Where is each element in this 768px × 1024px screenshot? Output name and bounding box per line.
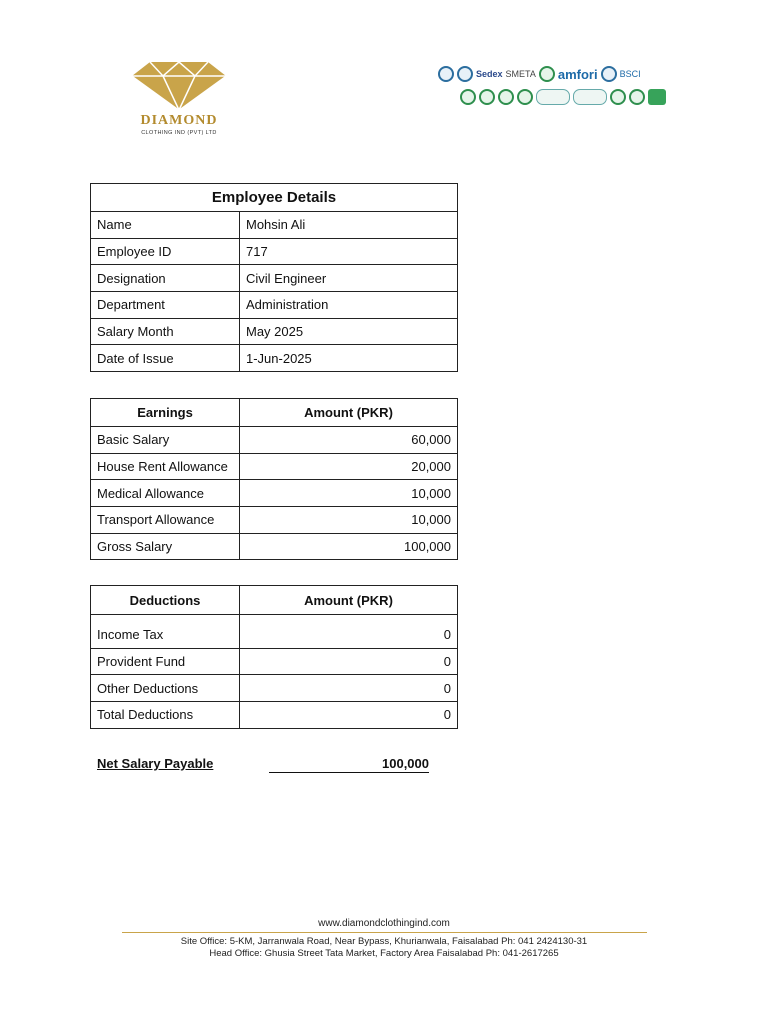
- cert-badge-icon: [539, 66, 555, 82]
- deductions-header: Deductions: [91, 586, 240, 615]
- net-salary-amount: 100,000: [269, 756, 429, 773]
- deduction-label: Other Deductions: [91, 675, 240, 702]
- table-row: [91, 480, 458, 507]
- earnings-table: [90, 398, 458, 560]
- net-salary-label: Net Salary Payable: [97, 756, 214, 771]
- deductions-table: [90, 585, 458, 729]
- bsci-logo: BSCI: [619, 69, 641, 79]
- earning-label: Medical Allowance: [91, 480, 240, 507]
- smeta-logo: SMETA: [505, 69, 536, 79]
- spacer-row: [91, 615, 458, 622]
- website-link[interactable]: www.diamondclothingind.com: [318, 918, 450, 929]
- detail-label: Date of Issue: [91, 345, 240, 372]
- detail-value: 717: [240, 238, 458, 265]
- earning-label: House Rent Allowance: [91, 453, 240, 480]
- table-row: [91, 702, 458, 729]
- detail-value: Administration: [240, 292, 458, 319]
- deduction-label: Provident Fund: [91, 648, 240, 675]
- earning-amount: 100,000: [240, 533, 458, 560]
- table-row: [91, 212, 458, 239]
- earning-label: Transport Allowance: [91, 507, 240, 534]
- bsci-icon: [601, 66, 617, 82]
- diamond-icon: [130, 60, 228, 112]
- table-row: [91, 265, 458, 292]
- table-row: [91, 507, 458, 534]
- cert-badge-icon: [648, 89, 666, 105]
- company-subtitle: CLOTHING IND (PVT) LTD: [141, 130, 217, 136]
- employee-details-title: Employee Details: [91, 184, 458, 212]
- earning-label: Gross Salary: [91, 533, 240, 560]
- cert-badge-icon: [460, 89, 476, 105]
- head-office-address: Head Office: Ghusia Street Tata Market, Factory Area Faisalabad Ph: 041-2617265: [209, 948, 559, 959]
- amount-header: Amount (PKR): [240, 586, 458, 615]
- cert-badge-icon: [438, 66, 454, 82]
- table-row: [91, 533, 458, 560]
- cert-badge-icon: [629, 89, 645, 105]
- earning-amount: 60,000: [240, 427, 458, 454]
- site-office-address: Site Office: 5-KM, Jarranwala Road, Near Bypass, Khurianwala, Faisalabad Ph: 041 2424130-31: [180, 936, 588, 947]
- page-footer: [0, 918, 768, 960]
- deduction-amount: 0: [240, 648, 458, 675]
- table-row: [91, 238, 458, 265]
- cert-badge-icon: [457, 66, 473, 82]
- sedex-logo: Sedex: [476, 69, 503, 79]
- detail-label: Department: [91, 292, 240, 319]
- table-row: [91, 648, 458, 675]
- deduction-amount: 0: [240, 622, 458, 649]
- footer-divider: [122, 932, 647, 933]
- earning-amount: 20,000: [240, 453, 458, 480]
- table-row: [91, 292, 458, 319]
- table-row: [91, 675, 458, 702]
- table-row: [91, 318, 458, 345]
- amfori-logo: amfori: [557, 66, 598, 82]
- detail-label: Salary Month: [91, 318, 240, 345]
- detail-label: Name: [91, 212, 240, 239]
- cert-badge-icon: [573, 89, 607, 105]
- earning-amount: 10,000: [240, 480, 458, 507]
- detail-label: Employee ID: [91, 238, 240, 265]
- deduction-amount: 0: [240, 702, 458, 729]
- table-row: [91, 427, 458, 454]
- cert-badge-icon: [498, 89, 514, 105]
- employee-details-table: [90, 183, 458, 372]
- table-row: [91, 453, 458, 480]
- deduction-amount: 0: [240, 675, 458, 702]
- earning-amount: 10,000: [240, 507, 458, 534]
- earning-label: Basic Salary: [91, 427, 240, 454]
- table-row: [91, 622, 458, 649]
- cert-badge-icon: [610, 89, 626, 105]
- earnings-header: Earnings: [91, 399, 240, 427]
- detail-label: Designation: [91, 265, 240, 292]
- amount-header: Amount (PKR): [240, 399, 458, 427]
- detail-value: 1-Jun-2025: [240, 345, 458, 372]
- company-name: DIAMOND: [140, 113, 218, 128]
- certification-logos: [438, 64, 663, 108]
- detail-value: Mohsin Ali: [240, 212, 458, 239]
- table-row: [91, 345, 458, 372]
- detail-value: May 2025: [240, 318, 458, 345]
- deduction-label: Total Deductions: [91, 702, 240, 729]
- company-logo: [130, 60, 240, 142]
- detail-value: Civil Engineer: [240, 265, 458, 292]
- cert-badge-icon: [479, 89, 495, 105]
- cert-badge-icon: [517, 89, 533, 105]
- cert-badge-icon: [536, 89, 570, 105]
- deduction-label: Income Tax: [91, 622, 240, 649]
